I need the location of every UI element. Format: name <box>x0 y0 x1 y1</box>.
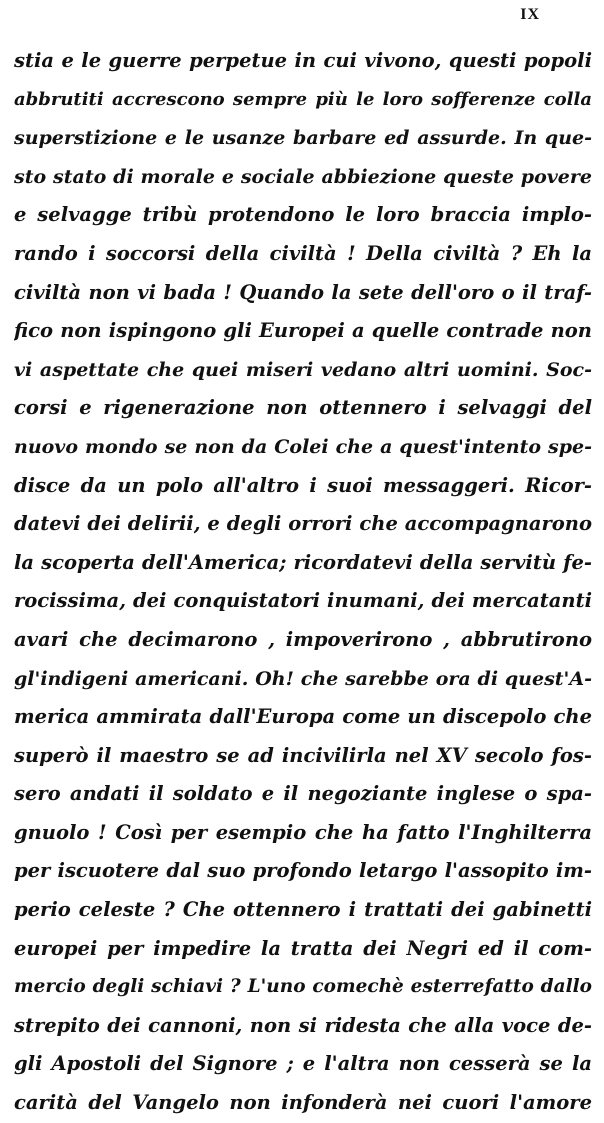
text-line: strepito dei cannoni, non si ridesta che alla voce de- <box>14 1013 592 1037</box>
text-line: fico non ispingono gli Europei a quelle contrade non <box>14 319 592 343</box>
text-line: e selvagge tribù protendono le loro braccia implo- <box>14 203 592 227</box>
text-line: avari che decimarono , impoverirono , abbrutirono <box>14 627 592 651</box>
text-line: superò il maestro se ad incivilirla nel XV secolo fos- <box>14 743 592 767</box>
text-line: per iscuotere dal suo profondo letargo l'assopito im- <box>14 859 592 883</box>
text-line: gl'indigeni americani. Oh! che sarebbe ora di quest'A- <box>14 667 592 690</box>
text-line: sto stato di morale e sociale abbiezione queste povere <box>14 165 592 188</box>
text-block <box>14 42 592 1123</box>
text-line: gli Apostoli del Signore ; e l'altra non cesserà se la <box>14 1052 592 1076</box>
text-line: datevi dei delirii, e degli orrori che accompagnarono <box>14 512 592 536</box>
text-line: disce da un polo all'altro i suoi messaggeri. Ricor- <box>14 473 592 497</box>
text-line: merica ammirata dall'Europa come un discepolo che <box>14 705 592 729</box>
text-line: carità del Vangelo non infonderà nei cuori l'amore <box>14 1091 592 1115</box>
text-line: rocissima, dei conquistatori inumani, dei mercatanti <box>14 589 592 613</box>
text-line: corsi e rigenerazione non ottennero i selvaggi del <box>14 396 592 420</box>
text-line: gnuolo ! Così per esempio che ha fatto l'Inghilterra <box>14 820 592 844</box>
text-line: la scoperta dell'America; ricordatevi della servitù fe- <box>14 550 592 574</box>
text-line: perio celeste ? Che ottennero i trattati dei gabinetti <box>14 898 592 922</box>
text-line: nuovo mondo se non da Colei che a quest'intento spe- <box>14 435 592 458</box>
text-line: civiltà non vi bada ! Quando la sete dell'oro o il traf- <box>14 280 592 304</box>
text-line: rando i soccorsi della civiltà ! Della civiltà ? Eh la <box>14 241 592 265</box>
text-line: abbrutiti accrescono sempre più le loro sofferenze colla <box>14 88 592 110</box>
text-line: superstizione e le usanze barbare ed assurde. In que- <box>14 127 592 150</box>
text-line: stia e le guerre perpetue in cui vivono, questi popoli <box>14 49 592 72</box>
text-line: vi aspettate che quei miseri vedano altri uomini. Soc- <box>14 358 592 381</box>
text-line: europei per impedire la tratta dei Negri ed il com- <box>14 936 592 960</box>
page-number: IX <box>520 6 540 23</box>
text-line: mercio degli schiavi ? L'uno comechè esterrefatto dallo <box>14 976 592 998</box>
text-line: sero andati il soldato e il negoziante inglese o spa- <box>14 782 592 806</box>
